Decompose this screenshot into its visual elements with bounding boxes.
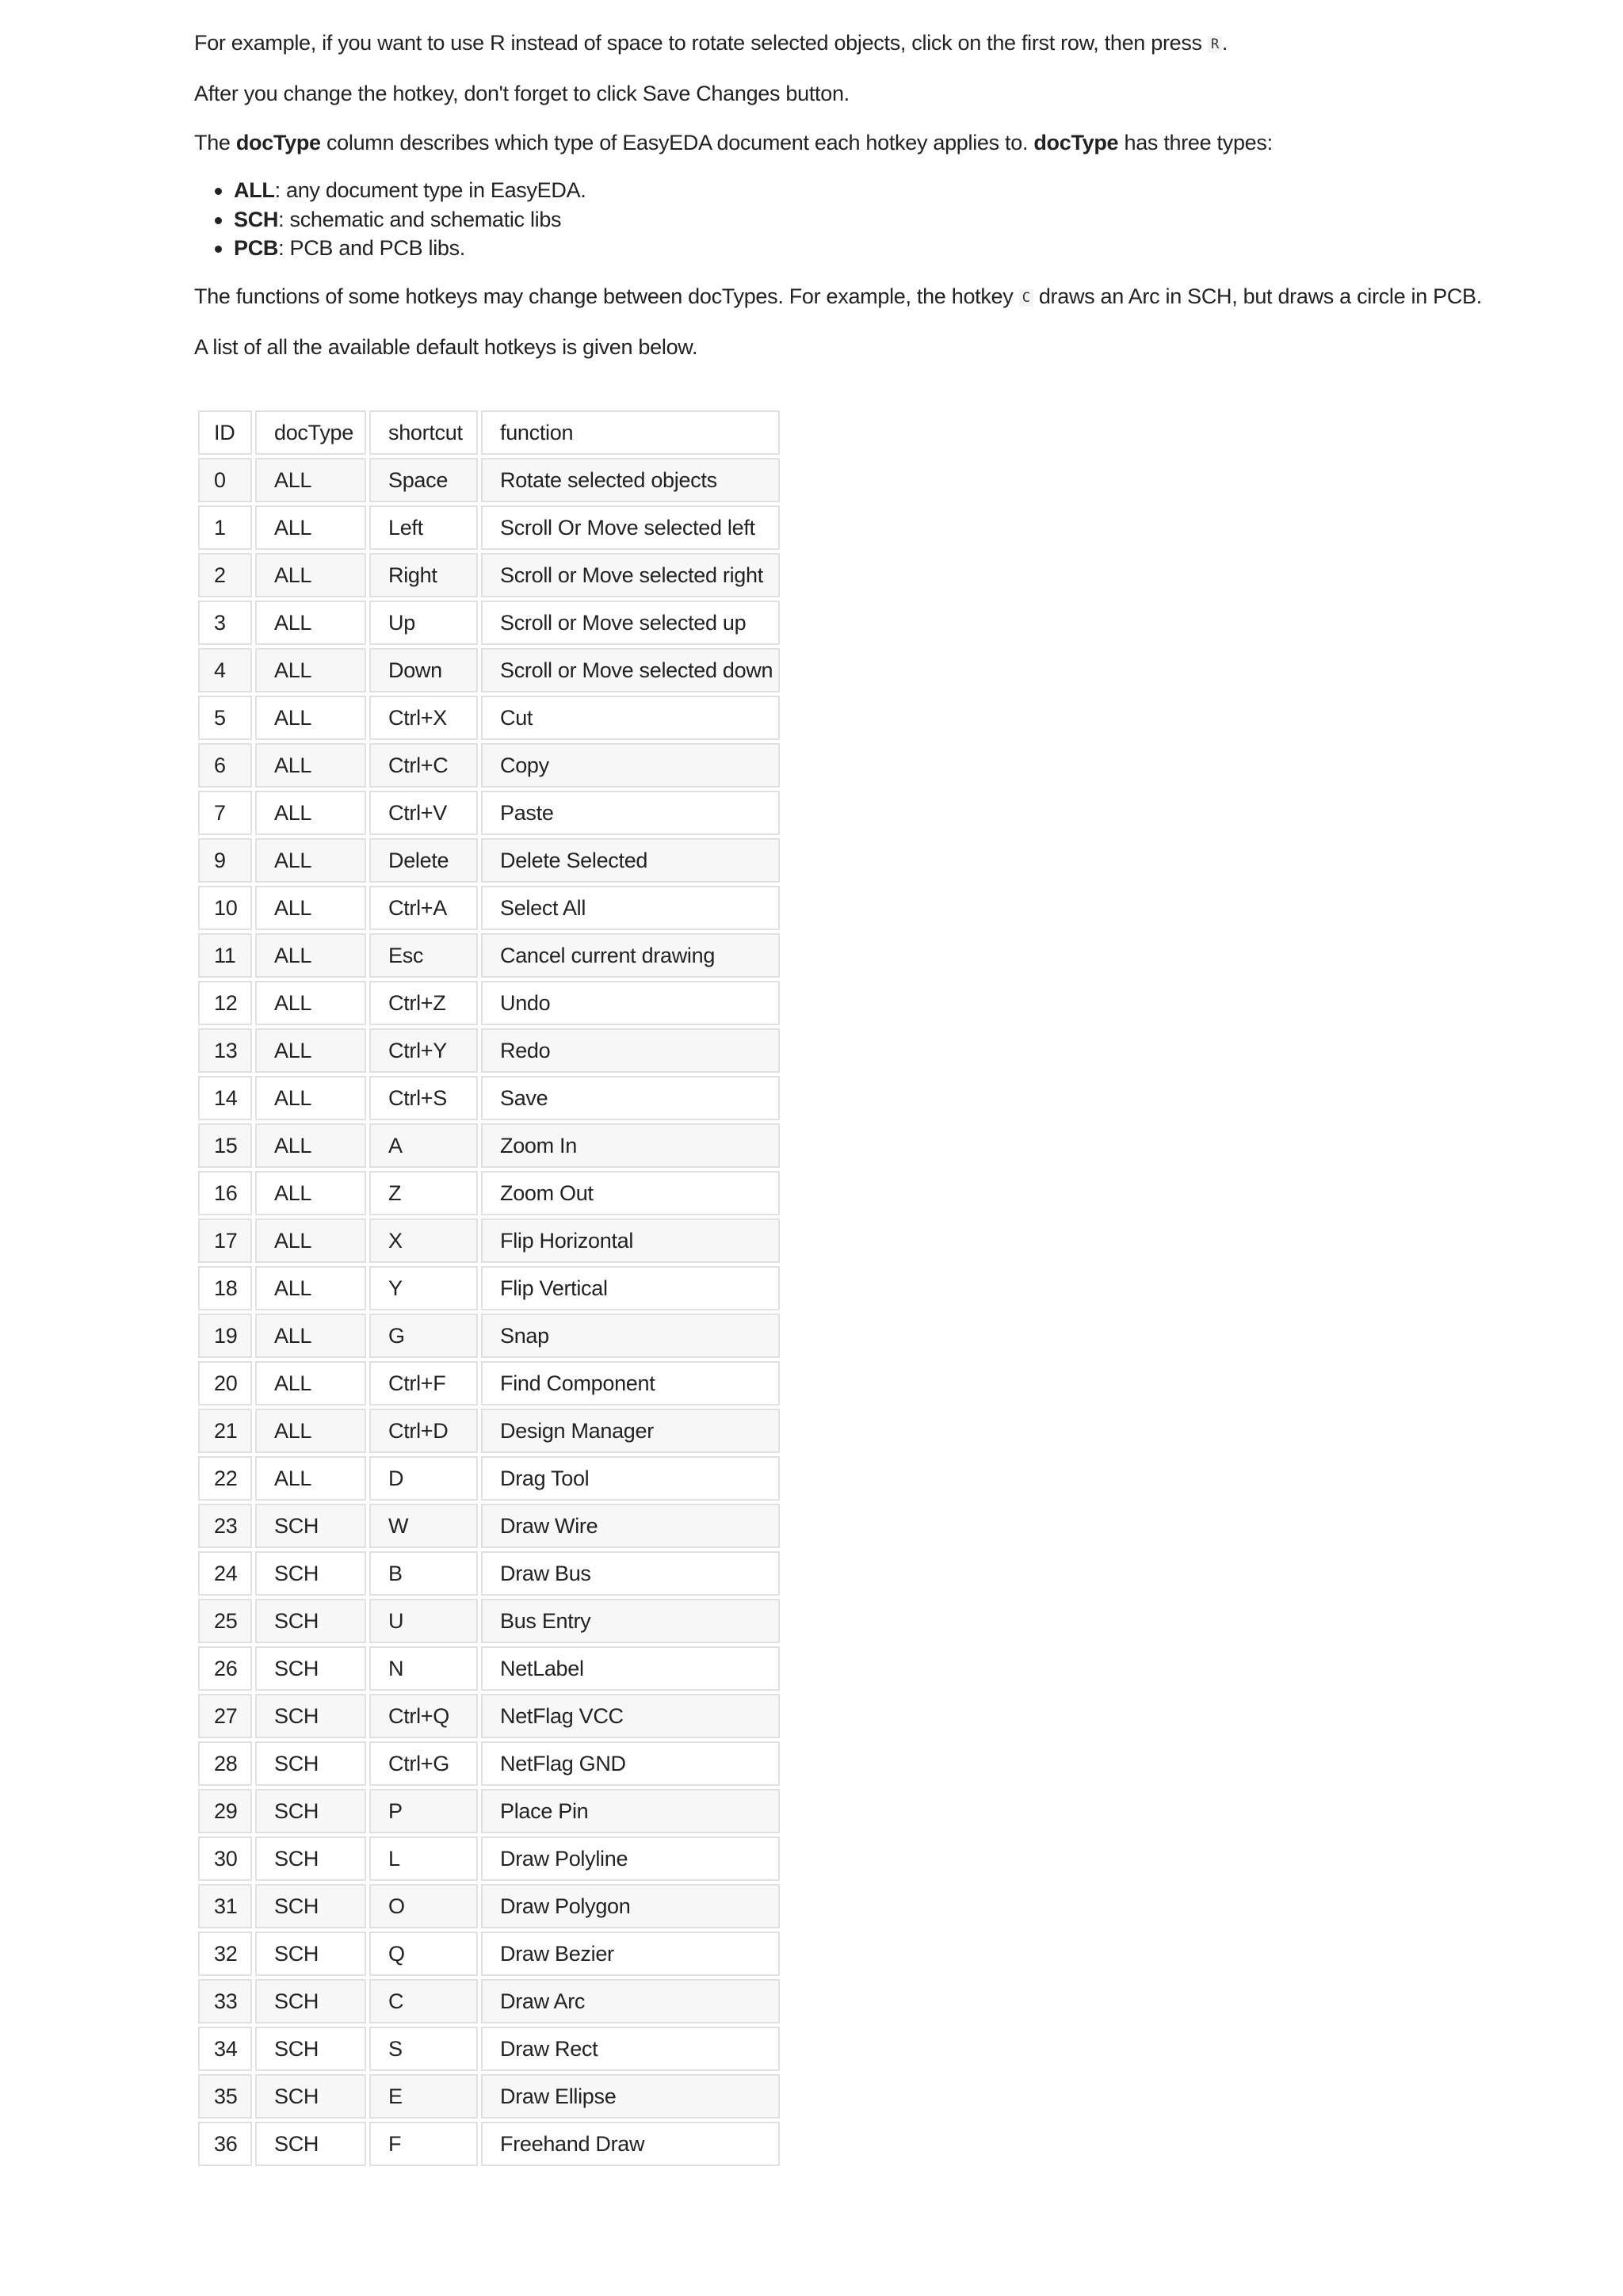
cell-doctype: ALL	[255, 1076, 366, 1120]
cell-function: Zoom Out	[481, 1171, 780, 1215]
cell-id: 15	[198, 1123, 252, 1168]
cell-id: 32	[198, 1932, 252, 1976]
cell-function: Zoom In	[481, 1123, 780, 1168]
cell-function: Draw Ellipse	[481, 2074, 780, 2119]
cell-doctype: SCH	[255, 2122, 366, 2166]
cell-doctype: ALL	[255, 1219, 366, 1263]
cell-function: Draw Arc	[481, 1979, 780, 2023]
cell-id: 10	[198, 886, 252, 930]
cell-id: 19	[198, 1314, 252, 1358]
cell-doctype: SCH	[255, 1979, 366, 2023]
cell-doctype: ALL	[255, 1028, 366, 1073]
table-row[interactable]	[198, 648, 780, 692]
cell-shortcut: C	[369, 1979, 478, 2023]
table-row[interactable]	[198, 696, 780, 740]
table-row[interactable]	[198, 981, 780, 1025]
table-row[interactable]	[198, 1741, 780, 1786]
cell-shortcut: Ctrl+A	[369, 886, 478, 930]
cell-doctype: SCH	[255, 1551, 366, 1596]
table-row[interactable]	[198, 505, 780, 550]
cell-function: Cut	[481, 696, 780, 740]
cell-function: Find Component	[481, 1361, 780, 1405]
table-row[interactable]	[198, 1599, 780, 1643]
table-row[interactable]	[198, 1409, 780, 1453]
table-row[interactable]	[198, 1266, 780, 1310]
cell-shortcut: O	[369, 1884, 478, 1928]
cell-shortcut: X	[369, 1219, 478, 1263]
cell-doctype: SCH	[255, 1789, 366, 1833]
paragraph-list-intro: A list of all the available default hotkeys is given below.	[194, 334, 698, 359]
cell-shortcut: U	[369, 1599, 478, 1643]
hotkey-table	[195, 407, 783, 2169]
cell-function: Freehand Draw	[481, 2122, 780, 2166]
cell-doctype: ALL	[255, 1314, 366, 1358]
cell-doctype: ALL	[255, 743, 366, 788]
table-row[interactable]	[198, 1028, 780, 1073]
hotkey-table-container	[195, 407, 785, 2279]
table-row[interactable]	[198, 1979, 780, 2023]
cell-shortcut: N	[369, 1646, 478, 1691]
cell-doctype: ALL	[255, 696, 366, 740]
cell-shortcut: Q	[369, 1932, 478, 1976]
cell-shortcut: Ctrl+Z	[369, 981, 478, 1025]
cell-shortcut: Ctrl+X	[369, 696, 478, 740]
cell-function: NetFlag GND	[481, 1741, 780, 1786]
cell-function: Scroll or Move selected down	[481, 648, 780, 692]
doctype-desc: : any document type in EasyEDA.	[274, 178, 586, 202]
cell-id: 12	[198, 981, 252, 1025]
cell-doctype: ALL	[255, 981, 366, 1025]
list-item-all	[234, 176, 1541, 205]
cell-id: 1	[198, 505, 252, 550]
table-row[interactable]	[198, 1504, 780, 1548]
cell-shortcut: Right	[369, 553, 478, 597]
cell-doctype: ALL	[255, 648, 366, 692]
cell-shortcut: Down	[369, 648, 478, 692]
cell-shortcut: Ctrl+D	[369, 1409, 478, 1453]
cell-id: 25	[198, 1599, 252, 1643]
cell-id: 21	[198, 1409, 252, 1453]
paragraph-save-hint: After you change the hotkey, don't forget to click Save Changes button.	[194, 82, 850, 105]
cell-shortcut: Ctrl+G	[369, 1741, 478, 1786]
cell-shortcut: Up	[369, 601, 478, 645]
paragraph-functions-a: The functions of some hotkeys may change between docTypes. For example, the hotkey	[194, 284, 1019, 308]
doctype-desc: : schematic and schematic libs	[278, 207, 562, 231]
cell-function: Flip Vertical	[481, 1266, 780, 1310]
table-row[interactable]	[198, 1932, 780, 1976]
cell-doctype: ALL	[255, 1409, 366, 1453]
cell-id: 34	[198, 2027, 252, 2071]
cell-function: Drag Tool	[481, 1456, 780, 1501]
cell-id: 28	[198, 1741, 252, 1786]
key-code-c: C	[1019, 289, 1033, 307]
cell-shortcut: Ctrl+Q	[369, 1694, 478, 1738]
cell-id: 35	[198, 2074, 252, 2119]
doctype-term: docType	[235, 131, 321, 154]
doctype-list	[194, 176, 1541, 263]
cell-function: Draw Bus	[481, 1551, 780, 1596]
table-row[interactable]	[198, 1314, 780, 1358]
list-item-sch	[234, 205, 1541, 235]
cell-id: 6	[198, 743, 252, 788]
cell-function: Redo	[481, 1028, 780, 1073]
table-row[interactable]	[198, 1123, 780, 1168]
cell-function: Undo	[481, 981, 780, 1025]
table-row[interactable]	[198, 1551, 780, 1596]
cell-shortcut: F	[369, 2122, 478, 2166]
cell-function: Place Pin	[481, 1789, 780, 1833]
cell-doctype: ALL	[255, 1123, 366, 1168]
column-header-function: function	[481, 410, 780, 455]
cell-doctype: SCH	[255, 1932, 366, 1976]
cell-shortcut: Ctrl+Y	[369, 1028, 478, 1073]
table-row[interactable]	[198, 1171, 780, 1215]
doc-content	[194, 27, 1541, 380]
table-row[interactable]	[198, 1219, 780, 1263]
cell-id: 20	[198, 1361, 252, 1405]
cell-shortcut: A	[369, 1123, 478, 1168]
cell-doctype: ALL	[255, 791, 366, 835]
cell-shortcut: W	[369, 1504, 478, 1548]
cell-doctype: SCH	[255, 1741, 366, 1786]
cell-function: Save	[481, 1076, 780, 1120]
cell-shortcut: P	[369, 1789, 478, 1833]
paragraph-functions-b: draws an Arc in SCH, but draws a circle in PCB.	[1033, 284, 1482, 308]
cell-id: 29	[198, 1789, 252, 1833]
cell-function: Draw Bezier	[481, 1932, 780, 1976]
paragraph-example	[194, 27, 1541, 60]
cell-function: Draw Rect	[481, 2027, 780, 2071]
cell-shortcut: Left	[369, 505, 478, 550]
cell-id: 31	[198, 1884, 252, 1928]
cell-shortcut: Ctrl+F	[369, 1361, 478, 1405]
cell-function: Bus Entry	[481, 1599, 780, 1643]
cell-id: 16	[198, 1171, 252, 1215]
table-row[interactable]	[198, 1361, 780, 1405]
cell-function: Paste	[481, 791, 780, 835]
cell-function: Cancel current drawing	[481, 933, 780, 978]
cell-id: 9	[198, 838, 252, 883]
cell-function: Scroll or Move selected up	[481, 601, 780, 645]
cell-function: Design Manager	[481, 1409, 780, 1453]
doctype-name: SCH	[234, 207, 279, 231]
cell-function: Delete Selected	[481, 838, 780, 883]
cell-doctype: ALL	[255, 933, 366, 978]
cell-shortcut: Ctrl+C	[369, 743, 478, 788]
cell-doctype: SCH	[255, 2027, 366, 2071]
table-row[interactable]	[198, 791, 780, 835]
cell-doctype: ALL	[255, 1266, 366, 1310]
paragraph-functions	[194, 280, 1541, 314]
cell-shortcut: S	[369, 2027, 478, 2071]
cell-id: 22	[198, 1456, 252, 1501]
paragraph-doctype-d: has three types:	[1118, 131, 1273, 154]
cell-shortcut: Space	[369, 458, 478, 502]
table-row[interactable]	[198, 601, 780, 645]
cell-id: 7	[198, 791, 252, 835]
table-row[interactable]	[198, 886, 780, 930]
table-row[interactable]	[198, 2074, 780, 2119]
cell-id: 17	[198, 1219, 252, 1263]
doctype-desc: : PCB and PCB libs.	[278, 236, 466, 260]
table-row[interactable]	[198, 1646, 780, 1691]
cell-id: 18	[198, 1266, 252, 1310]
cell-doctype: ALL	[255, 886, 366, 930]
cell-shortcut: B	[369, 1551, 478, 1596]
table-row[interactable]	[198, 838, 780, 883]
cell-shortcut: D	[369, 1456, 478, 1501]
cell-shortcut: Ctrl+V	[369, 791, 478, 835]
paragraph-example-text: For example, if you want to use R instead of space to rotate selected objects, click on the first row, then press	[194, 31, 1208, 55]
column-header-doctype: docType	[255, 410, 366, 455]
cell-doctype: SCH	[255, 1836, 366, 1881]
doctype-name: PCB	[234, 236, 279, 260]
cell-doctype: SCH	[255, 1884, 366, 1928]
cell-function: Rotate selected objects	[481, 458, 780, 502]
cell-id: 24	[198, 1551, 252, 1596]
cell-shortcut: Ctrl+S	[369, 1076, 478, 1120]
paragraph-doctype-c: column describes which type of EasyEDA document each hotkey applies to.	[320, 131, 1034, 154]
cell-doctype: SCH	[255, 1599, 366, 1643]
cell-doctype: ALL	[255, 1456, 366, 1501]
cell-doctype: ALL	[255, 1171, 366, 1215]
cell-id: 27	[198, 1694, 252, 1738]
doctype-term: docType	[1033, 131, 1119, 154]
cell-id: 0	[198, 458, 252, 502]
table-row[interactable]	[198, 743, 780, 788]
cell-shortcut: Delete	[369, 838, 478, 883]
cell-id: 2	[198, 553, 252, 597]
cell-doctype: SCH	[255, 1646, 366, 1691]
table-row[interactable]	[198, 1884, 780, 1928]
cell-function: NetFlag VCC	[481, 1694, 780, 1738]
cell-function: Flip Horizontal	[481, 1219, 780, 1263]
cell-id: 33	[198, 1979, 252, 2023]
cell-function: Copy	[481, 743, 780, 788]
cell-id: 26	[198, 1646, 252, 1691]
table-row[interactable]	[198, 2122, 780, 2166]
cell-shortcut: Esc	[369, 933, 478, 978]
cell-id: 36	[198, 2122, 252, 2166]
cell-doctype: ALL	[255, 601, 366, 645]
cell-id: 11	[198, 933, 252, 978]
table-row[interactable]	[198, 1456, 780, 1501]
cell-id: 4	[198, 648, 252, 692]
cell-doctype: ALL	[255, 838, 366, 883]
cell-function: NetLabel	[481, 1646, 780, 1691]
column-header-id: ID	[198, 410, 252, 455]
cell-function: Select All	[481, 886, 780, 930]
cell-shortcut: Z	[369, 1171, 478, 1215]
list-item-pcb	[234, 234, 1541, 263]
cell-function: Draw Polygon	[481, 1884, 780, 1928]
table-row[interactable]	[198, 2027, 780, 2071]
table-row[interactable]	[198, 1789, 780, 1833]
cell-shortcut: Y	[369, 1266, 478, 1310]
cell-function: Snap	[481, 1314, 780, 1358]
cell-doctype: ALL	[255, 505, 366, 550]
paragraph-example-end: .	[1221, 31, 1228, 55]
cell-shortcut: G	[369, 1314, 478, 1358]
cell-id: 3	[198, 601, 252, 645]
cell-doctype: SCH	[255, 1694, 366, 1738]
cell-doctype: ALL	[255, 553, 366, 597]
cell-id: 30	[198, 1836, 252, 1881]
table-row[interactable]	[198, 1836, 780, 1881]
column-header-shortcut: shortcut	[369, 410, 478, 455]
cell-doctype: ALL	[255, 1361, 366, 1405]
cell-doctype: SCH	[255, 1504, 366, 1548]
table-row[interactable]	[198, 933, 780, 978]
cell-doctype: SCH	[255, 2074, 366, 2119]
table-row[interactable]	[198, 1694, 780, 1738]
table-row[interactable]	[198, 458, 780, 502]
cell-function: Draw Wire	[481, 1504, 780, 1548]
cell-shortcut: E	[369, 2074, 478, 2119]
doctype-name: ALL	[234, 178, 275, 202]
cell-shortcut: L	[369, 1836, 478, 1881]
paragraph-doctype-a: The	[194, 131, 236, 154]
cell-id: 13	[198, 1028, 252, 1073]
cell-function: Scroll Or Move selected left	[481, 505, 780, 550]
cell-doctype: ALL	[255, 458, 366, 502]
paragraph-doctype	[194, 127, 1541, 158]
key-code-r: R	[1208, 36, 1222, 53]
table-row[interactable]	[198, 1076, 780, 1120]
cell-function: Scroll or Move selected right	[481, 553, 780, 597]
table-header-row	[198, 410, 780, 455]
cell-id: 5	[198, 696, 252, 740]
cell-function: Draw Polyline	[481, 1836, 780, 1881]
cell-id: 23	[198, 1504, 252, 1548]
cell-id: 14	[198, 1076, 252, 1120]
table-body	[198, 458, 780, 2166]
table-row[interactable]	[198, 553, 780, 597]
